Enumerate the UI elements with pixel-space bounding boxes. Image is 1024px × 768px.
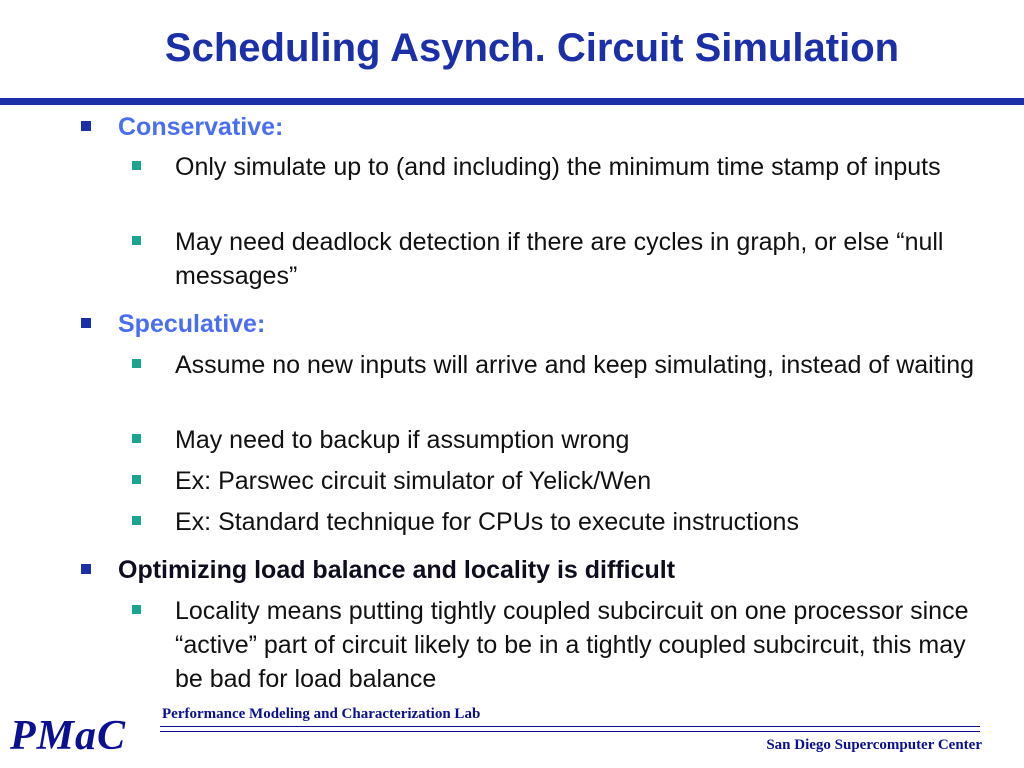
list-item: Only simulate up to (and including) the minimum time stamp of inputs <box>175 153 941 181</box>
sub-bullet-square-icon <box>132 359 141 368</box>
lab-name: Performance Modeling and Characterization Lab <box>162 706 481 722</box>
list-item: Ex: Standard technique for CPUs to execute instructions <box>175 508 799 536</box>
section-heading-speculative: Speculative: <box>118 310 266 338</box>
sub-bullet-square-icon <box>132 605 141 614</box>
bullet-square-icon <box>81 318 91 328</box>
section-heading-load-balance: Optimizing load balance and locality is difficult <box>118 556 676 584</box>
list-item: May need deadlock detection if there are cycles in graph, or else “null messages” <box>175 228 944 290</box>
sub-bullet-square-icon <box>132 236 141 245</box>
bullet-square-icon <box>81 121 91 131</box>
section-heading-conservative: Conservative: <box>118 113 284 141</box>
list-item: May need to backup if assumption wrong <box>175 426 630 454</box>
list-item: Assume no new inputs will arrive and keep simulating, instead of waiting <box>175 351 975 379</box>
slide-title: Scheduling Asynch. Circuit Simulation <box>164 26 900 70</box>
list-item: Locality means putting tightly coupled subcircuit on one processor since “active” part of circuit likely to be in a tightly coupled subcircuit, this may be bad for load balance <box>175 597 969 693</box>
sub-bullet-square-icon <box>132 516 141 525</box>
sub-bullet-square-icon <box>132 475 141 484</box>
bullet-square-icon <box>81 564 91 574</box>
sub-bullet-square-icon <box>132 434 141 443</box>
center-name: San Diego Supercomputer Center <box>766 737 982 753</box>
list-item: Ex: Parswec circuit simulator of Yelick/Wen <box>175 467 652 495</box>
sub-bullet-square-icon <box>132 161 141 170</box>
footer-divider <box>160 726 980 732</box>
pmac-logo: PMaC <box>10 713 127 759</box>
